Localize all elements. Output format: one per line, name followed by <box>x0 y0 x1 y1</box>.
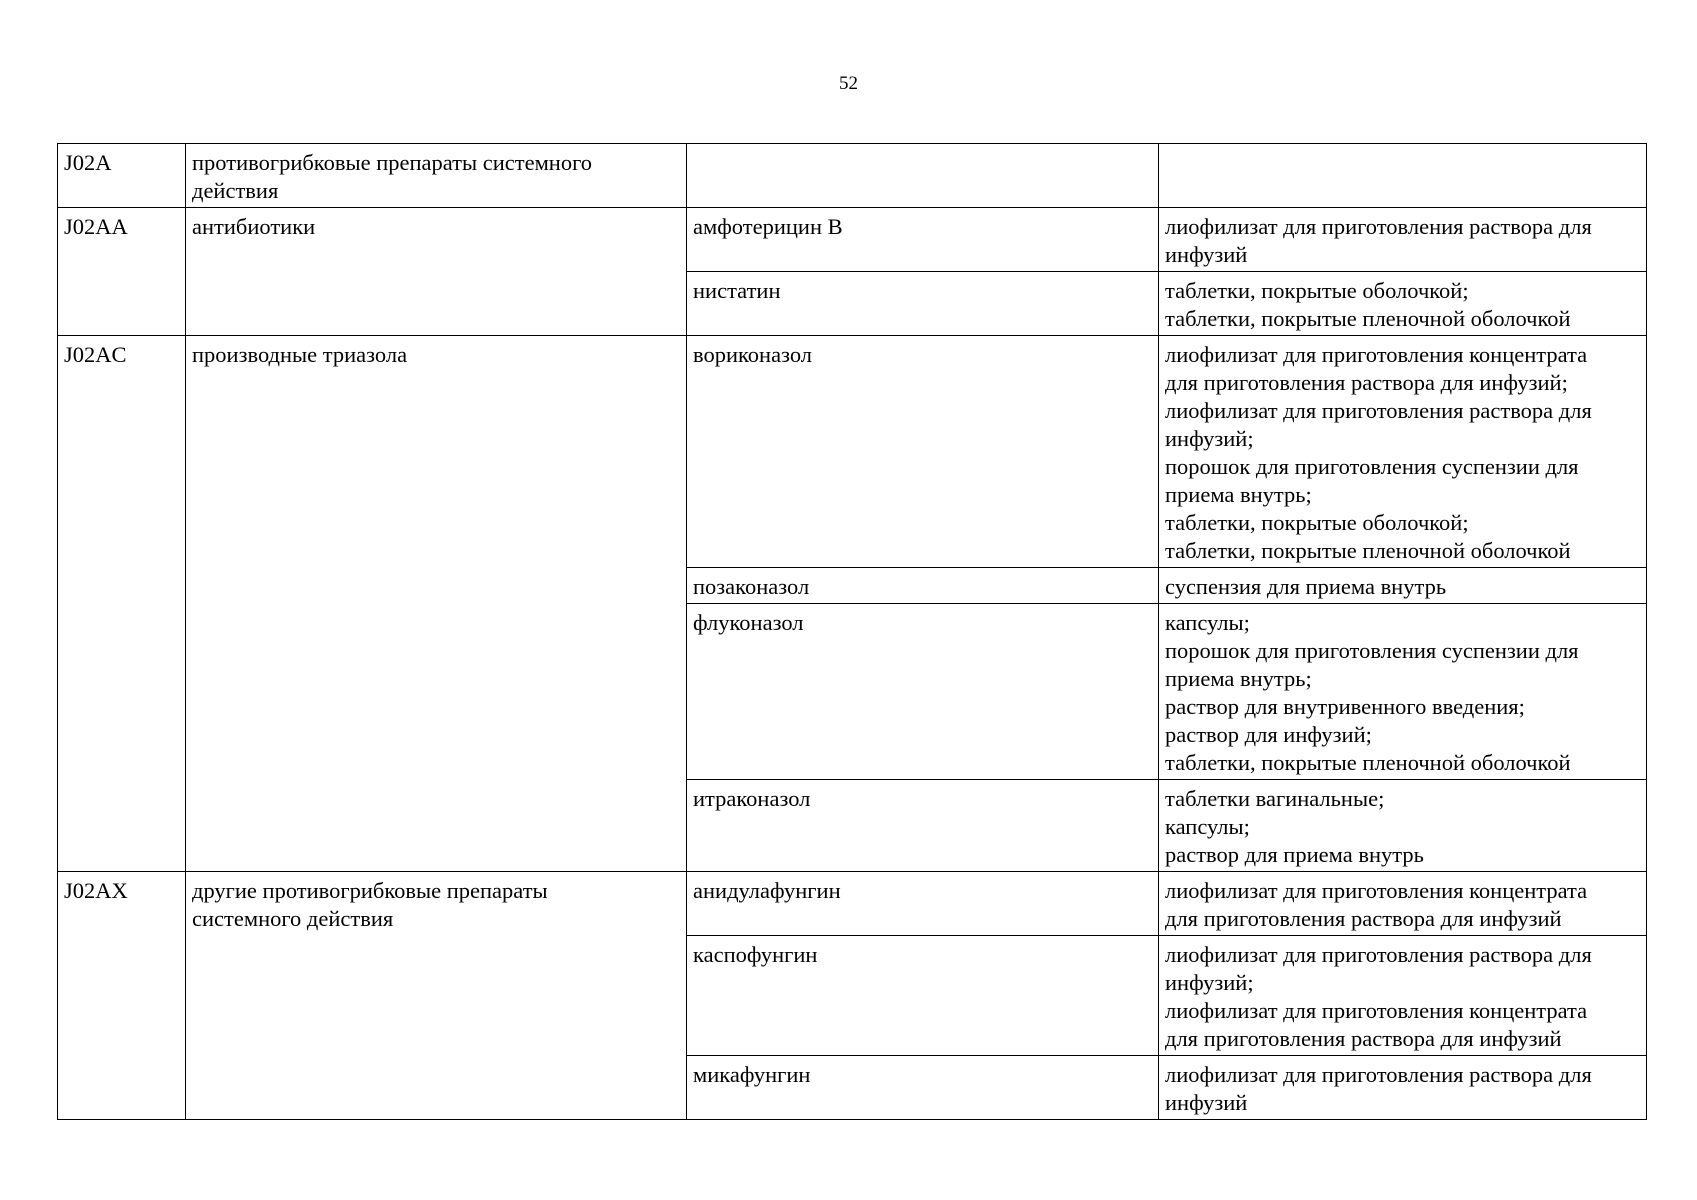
dosage-form-cell <box>1159 872 1647 936</box>
drug-name-cell <box>687 936 1159 1056</box>
dosage-form-cell <box>1159 144 1647 208</box>
text-line: инфузий <box>1165 1090 1248 1115</box>
text-line: порошок для приготовления суспензии для <box>1165 638 1579 663</box>
text-line: системного действия <box>192 906 394 931</box>
text-line: суспензия для приема внутрь <box>1165 574 1447 599</box>
anatomical-group-cell <box>186 208 687 336</box>
text-line: флуконазол <box>693 610 804 635</box>
drug-name-cell <box>687 1056 1159 1120</box>
drug-name-cell <box>687 872 1159 936</box>
text-line: таблетки, покрытые оболочкой; <box>1165 510 1469 535</box>
drug-name-cell <box>687 568 1159 604</box>
drug-classification-table <box>57 143 1647 1120</box>
text-line: таблетки, покрытые пленочной оболочкой <box>1165 750 1571 775</box>
text-line: противогрибковые препараты системного <box>192 150 593 175</box>
text-line: таблетки вагинальные; <box>1165 786 1385 811</box>
drug-name-cell <box>687 208 1159 272</box>
anatomical-group-cell <box>186 144 687 208</box>
drug-name-cell <box>687 336 1159 568</box>
text-line: амфотерицин B <box>693 214 843 239</box>
drug-name-cell <box>687 604 1159 780</box>
dosage-form-cell <box>1159 780 1647 872</box>
atc-code-cell: J02AA <box>58 208 186 336</box>
dosage-form-cell <box>1159 1056 1647 1120</box>
dosage-form-cell <box>1159 272 1647 336</box>
text-line: приема внутрь; <box>1165 482 1312 507</box>
text-line: позаконазол <box>693 574 810 599</box>
table-row <box>58 336 1647 568</box>
text-line: лиофилизат для приготовления концентрата <box>1165 342 1588 367</box>
text-line: нистатин <box>693 278 781 303</box>
text-line: анидулафунгин <box>693 878 841 903</box>
dosage-form-cell <box>1159 604 1647 780</box>
dosage-form-cell <box>1159 208 1647 272</box>
dosage-form-cell <box>1159 568 1647 604</box>
text-line: капсулы; <box>1165 814 1250 839</box>
text-line: итраконазол <box>693 786 811 811</box>
drug-name-cell <box>687 780 1159 872</box>
atc-code-cell: J02AX <box>58 872 186 1120</box>
text-line: микафунгин <box>693 1062 811 1087</box>
text-line: раствор для инфузий; <box>1165 722 1372 747</box>
drug-name-cell <box>687 144 1159 208</box>
text-line: капсулы; <box>1165 610 1250 635</box>
atc-code-cell: J02AC <box>58 336 186 872</box>
text-line: лиофилизат для приготовления раствора для <box>1165 942 1592 967</box>
dosage-form-cell <box>1159 936 1647 1056</box>
text-line: порошок для приготовления суспензии для <box>1165 454 1579 479</box>
page-number: 52 <box>839 73 858 94</box>
table-row <box>58 208 1647 272</box>
dosage-form-cell <box>1159 336 1647 568</box>
text-line: лиофилизат для приготовления раствора для <box>1165 1062 1592 1087</box>
text-line: лиофилизат для приготовления концентрата <box>1165 878 1588 903</box>
text-line: антибиотики <box>192 214 316 239</box>
text-line: раствор для внутривенного введения; <box>1165 694 1525 719</box>
anatomical-group-cell <box>186 336 687 872</box>
atc-code-cell: J02A <box>58 144 186 208</box>
text-line: производные триазола <box>192 342 408 367</box>
table-row <box>58 144 1647 208</box>
text-line: для приготовления раствора для инфузий; <box>1165 370 1568 395</box>
text-line: вориконазол <box>693 342 813 367</box>
text-line: приема внутрь; <box>1165 666 1312 691</box>
text-line: другие противогрибковые препараты <box>192 878 548 903</box>
text-line: для приготовления раствора для инфузий <box>1165 906 1562 931</box>
text-line: лиофилизат для приготовления концентрата <box>1165 998 1588 1023</box>
anatomical-group-cell <box>186 872 687 1120</box>
table-row <box>58 872 1647 936</box>
text-line: действия <box>192 178 279 203</box>
drug-name-cell <box>687 272 1159 336</box>
text-line: для приготовления раствора для инфузий <box>1165 1026 1562 1051</box>
text-line: лиофилизат для приготовления раствора для <box>1165 214 1592 239</box>
table-body <box>58 144 1647 1120</box>
text-line: таблетки, покрытые оболочкой; <box>1165 278 1469 303</box>
text-line: инфузий <box>1165 242 1248 267</box>
text-line: лиофилизат для приготовления раствора для <box>1165 398 1592 423</box>
text-line: раствор для приема внутрь <box>1165 842 1424 867</box>
text-line: таблетки, покрытые пленочной оболочкой <box>1165 306 1571 331</box>
text-line: инфузий; <box>1165 970 1254 995</box>
text-line: инфузий; <box>1165 426 1254 451</box>
text-line: таблетки, покрытые пленочной оболочкой <box>1165 538 1571 563</box>
text-line: каспофунгин <box>693 942 818 967</box>
